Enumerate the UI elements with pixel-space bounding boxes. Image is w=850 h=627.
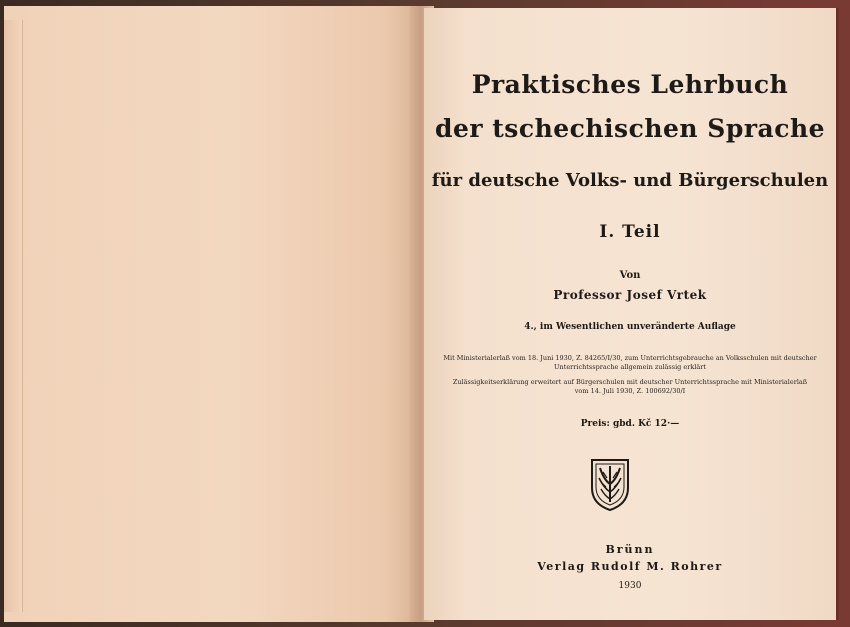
approval-line-2: Unterrichtssprache allgemein zulässig erklärt (554, 363, 706, 371)
approval-line-1: Mit Ministerialerlaß vom 18. Juni 1930, Z. 84265/I/30, zum Unterrichtsgebrauche an Volksschulen mit deutscher (443, 354, 817, 362)
left-page-blank (4, 6, 418, 622)
price-label: Preis: gbd. Kč 12·— (580, 419, 680, 429)
title-line-1: Praktisches Lehrbuch (471, 70, 789, 99)
publisher-emblem-icon (590, 458, 630, 512)
title-line-2: der tschechischen Sprache (434, 114, 826, 143)
edition-note: 4., im Wesentlichen unveränderte Auflage (524, 322, 736, 332)
title-page (424, 8, 839, 620)
author-name: Professor Josef Vrtek (553, 288, 707, 302)
publisher-name: Verlag Rudolf M. Rohrer (537, 560, 723, 573)
publisher-city: Brünn (605, 543, 655, 556)
approval-line-4: vom 14. Juli 1930, Z. 100692/30/I (574, 387, 686, 395)
approval-line-3: Zulässigkeitserklärung erweitert auf Bürgerschulen mit deutscher Unterrichtssprache mit Ministerialerlaß (452, 378, 808, 386)
subtitle: für deutsche Volks- und Bürgerschulen (431, 170, 829, 191)
part-label: I. Teil (599, 222, 661, 242)
left-page-edge (4, 20, 23, 612)
book-spread (4, 6, 842, 622)
by-label: Von (619, 270, 641, 281)
publication-year: 1930 (618, 581, 642, 591)
